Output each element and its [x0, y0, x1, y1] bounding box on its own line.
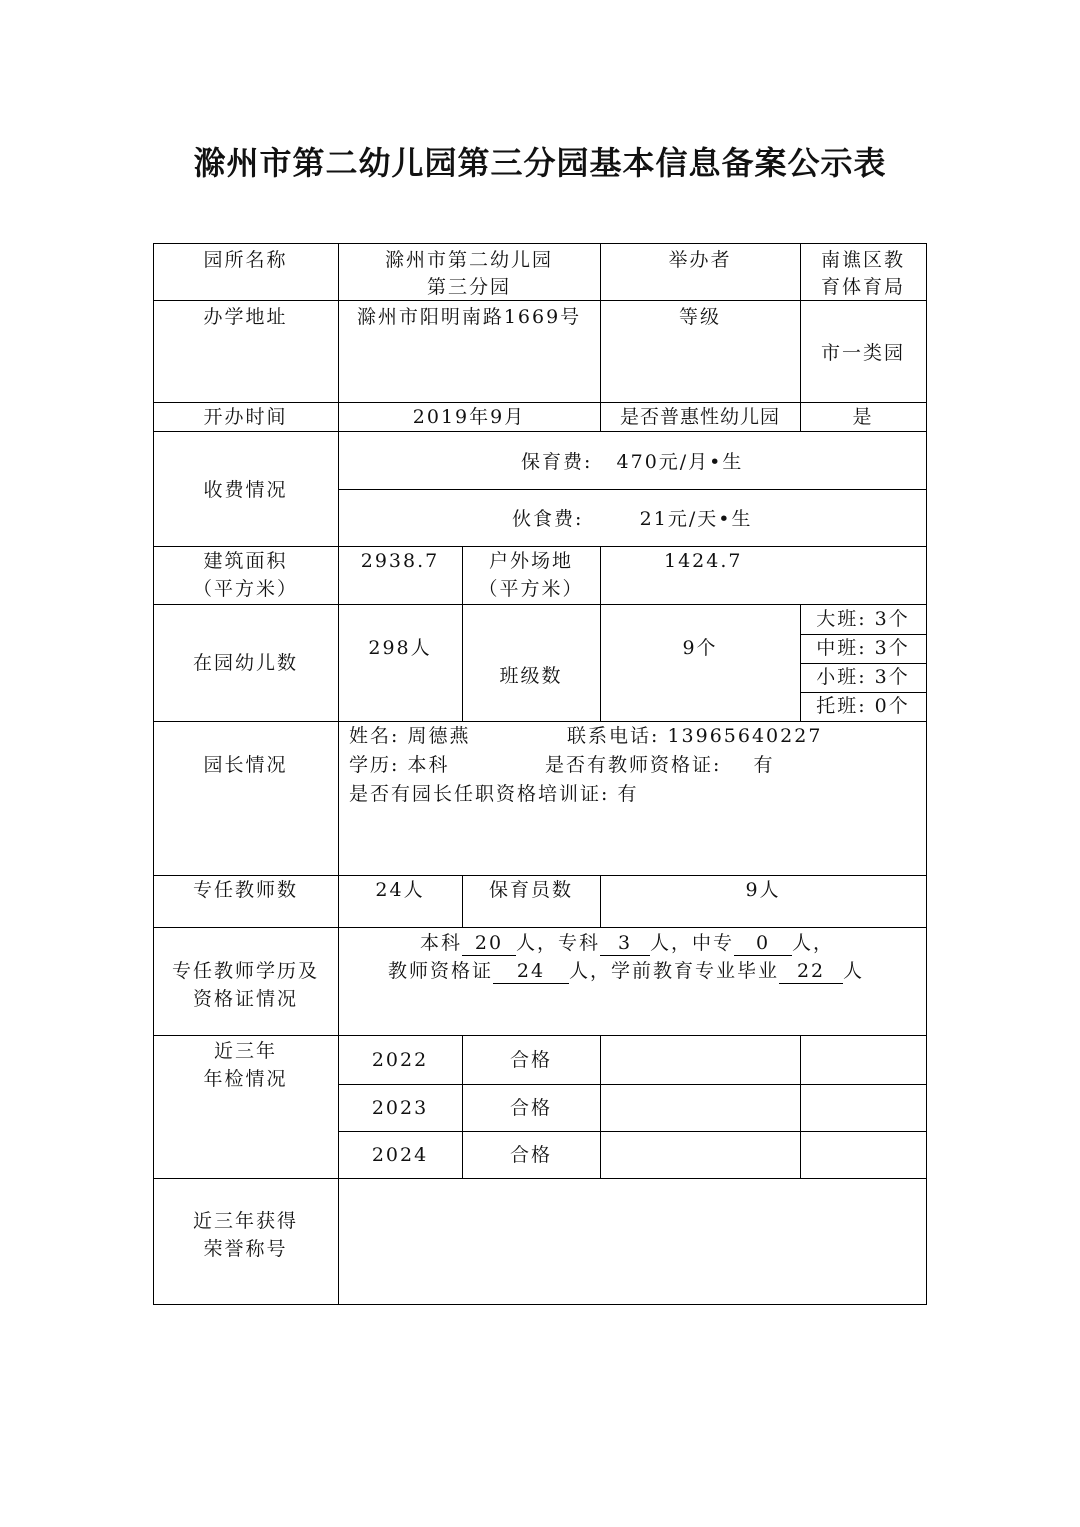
- value-name-line1: 滁州市第二幼儿园: [384, 249, 553, 271]
- label-inspect-line2: 年检情况: [203, 1068, 288, 1090]
- label-inspect-line1: 近三年: [213, 1040, 277, 1062]
- label-area-line1: 建筑面积: [203, 550, 288, 572]
- inspection-year: 2024: [371, 1144, 429, 1166]
- label-classes: 班级数: [499, 665, 563, 687]
- director-phone: 联系电话: 13965640227: [567, 725, 823, 747]
- page-title: 滁州市第二幼儿园第三分园基本信息备案公示表: [193, 144, 887, 182]
- value-area: 2938.7: [360, 550, 440, 572]
- edu-line1-end: 人，: [792, 932, 835, 954]
- label-name: 园所名称: [203, 249, 288, 271]
- value-fee-food: 伙食费: 21元/天•生: [512, 508, 753, 530]
- inspection-year: 2023: [371, 1097, 429, 1119]
- director-name: 姓名: 周德燕: [349, 725, 471, 747]
- edu-bachelor-label: 本科: [420, 932, 463, 954]
- inspection-result: 合格: [509, 1049, 552, 1071]
- value-children: 298人: [368, 637, 432, 659]
- edu-college-count: 3: [600, 931, 650, 956]
- edu-major-label: 人，学前教育专业毕业: [569, 960, 780, 982]
- inspection-year: 2022: [371, 1049, 429, 1071]
- inspection-result: 合格: [509, 1097, 552, 1119]
- value-inclusive: 是: [852, 406, 874, 428]
- label-edu-line2: 资格证情况: [192, 988, 298, 1010]
- label-address: 办学地址: [203, 306, 288, 328]
- edu-secondary-label: 人，中专: [650, 932, 735, 954]
- edu-cert-count: 24: [493, 959, 569, 984]
- label-children: 在园幼儿数: [192, 652, 298, 674]
- label-honor-line1: 近三年获得: [192, 1210, 298, 1232]
- edu-secondary-count: 0: [734, 931, 792, 956]
- label-director: 园长情况: [203, 754, 288, 776]
- value-teachers: 24人: [375, 879, 425, 901]
- label-outdoor-line2: （平方米）: [478, 578, 584, 600]
- edu-line2: [388, 957, 864, 985]
- value-fee-care: 保育费: 470元/月•生: [521, 451, 744, 473]
- label-open-time: 开办时间: [203, 406, 288, 428]
- edu-major-count: 22: [779, 959, 843, 984]
- value-classes: 9个: [682, 637, 718, 659]
- label-inclusive: 是否普惠性幼儿园: [619, 406, 780, 428]
- class-breakdown-large: 大班: 3个: [816, 608, 910, 630]
- inspection-result: 合格: [509, 1144, 552, 1166]
- value-open-time: 2019年9月: [412, 406, 526, 428]
- label-organizer: 举办者: [668, 249, 732, 271]
- value-grade: 市一类园: [820, 342, 905, 364]
- edu-bachelor-count: 20: [462, 931, 516, 956]
- label-grade: 等级: [678, 306, 721, 328]
- label-area-line2: （平方米）: [192, 578, 298, 600]
- value-address: 滁州市阳明南路1669号: [356, 306, 582, 328]
- label-honor-line2: 荣誉称号: [203, 1238, 288, 1260]
- class-breakdown-small: 小班: 3个: [816, 666, 910, 688]
- edu-line2-end: 人: [843, 960, 865, 982]
- director-training-cert: 是否有园长任职资格培训证: 有: [349, 783, 639, 805]
- director-teacher-cert: 是否有教师资格证: 有: [545, 754, 775, 776]
- class-breakdown-nursery: 托班: 0个: [816, 695, 910, 717]
- director-education: 学历: 本科: [349, 754, 450, 776]
- honor-value-cell: [339, 1179, 926, 1304]
- class-breakdown-middle: 中班: 3个: [816, 637, 910, 659]
- label-outdoor-line1: 户外场地: [488, 550, 573, 572]
- value-organizer-line2: 育体育局: [820, 276, 905, 298]
- value-organizer-line1: 南谯区教: [820, 249, 905, 271]
- label-caregivers: 保育员数: [488, 879, 573, 901]
- label-edu-line1: 专任教师学历及: [171, 960, 319, 982]
- edu-college-label: 人，专科: [516, 932, 601, 954]
- label-teachers: 专任教师数: [192, 879, 298, 901]
- value-caregivers: 9人: [745, 879, 781, 901]
- edu-line1: [420, 929, 834, 957]
- value-outdoor: 1424.7: [664, 550, 743, 572]
- value-name-line2: 第三分园: [426, 276, 511, 298]
- label-fees: 收费情况: [203, 479, 288, 501]
- edu-cert-label: 教师资格证: [388, 960, 494, 982]
